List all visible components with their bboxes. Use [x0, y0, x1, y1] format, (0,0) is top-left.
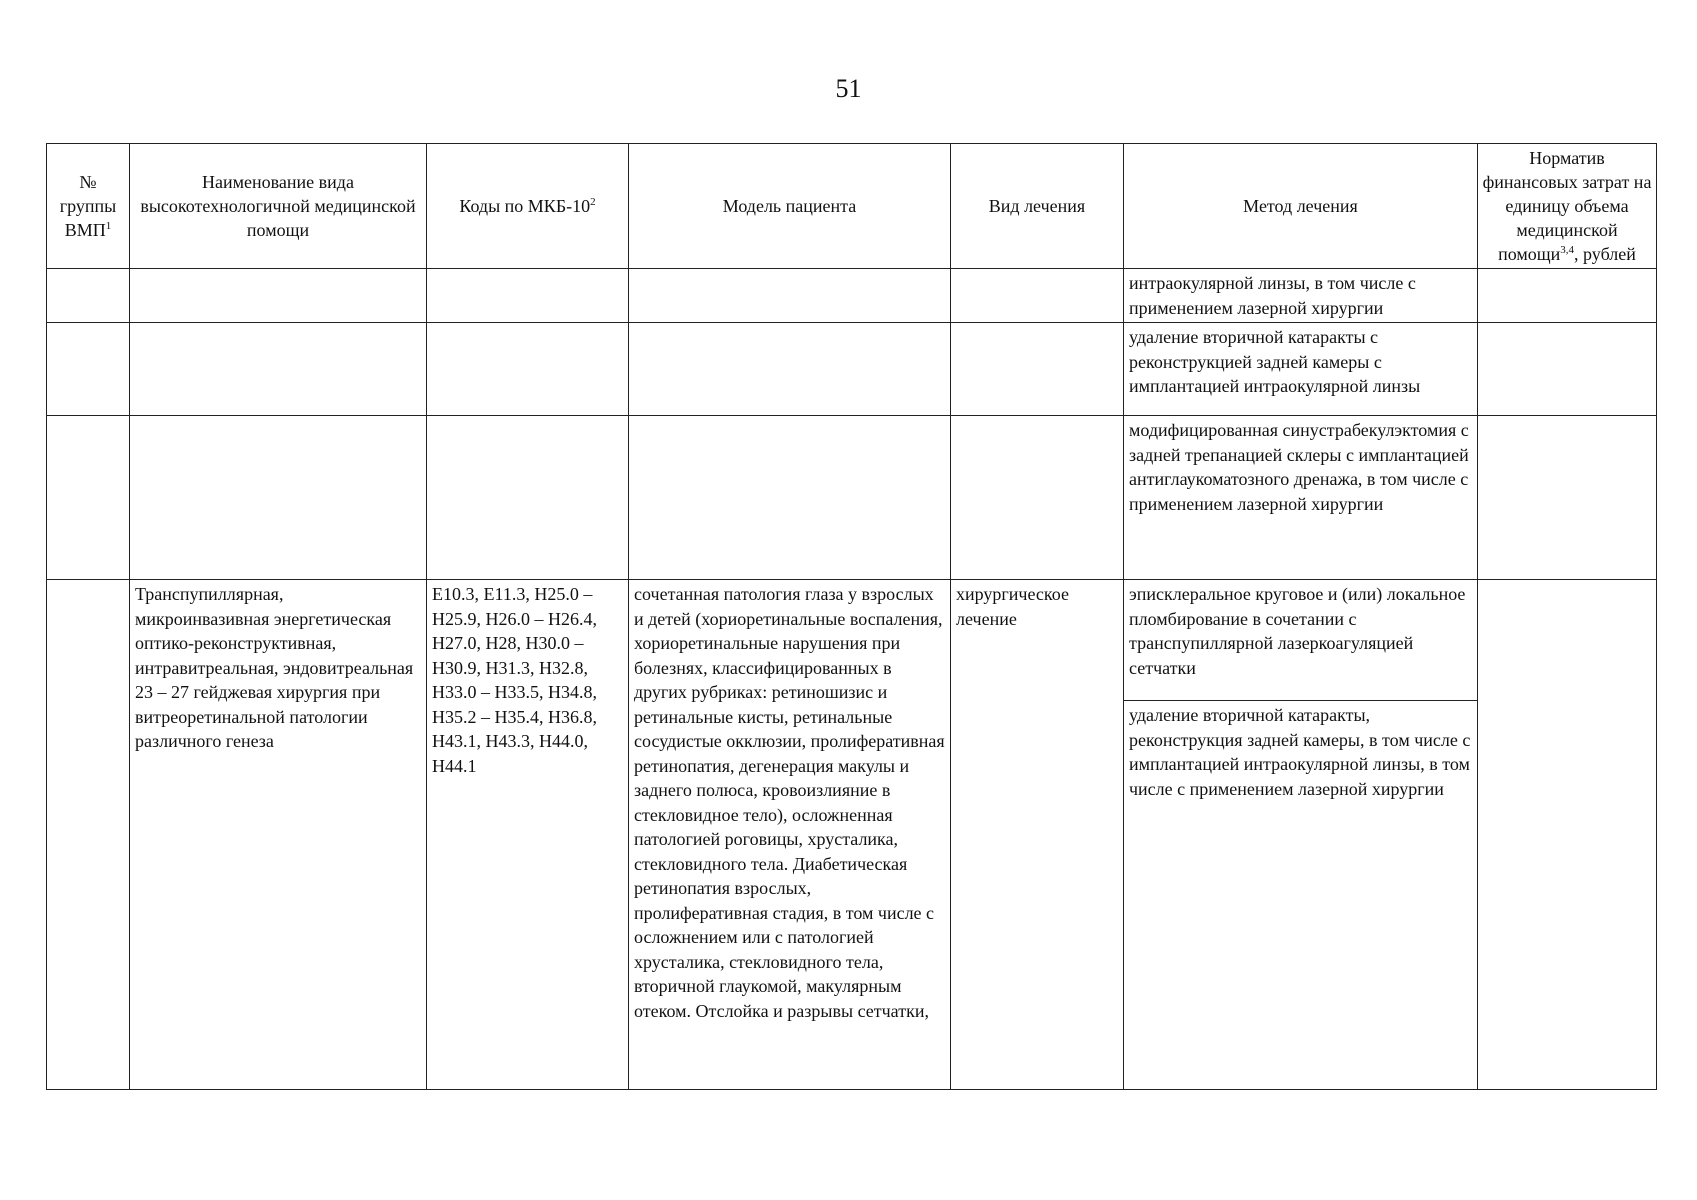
header-icd-codes: Коды по МКБ-$10^2$ — [427, 144, 629, 269]
method-cell: модифицированная синустрабекулэктомия с задней трепанацией склеры с имплантацией антиглаукоматозного дренажа, в том числе с применением лазерной хирургии — [1124, 416, 1478, 580]
page-number: 51 — [835, 74, 862, 103]
header-patient-model: Модель пациента — [629, 144, 951, 269]
table-header-row — [47, 144, 1657, 269]
vmp-table — [46, 143, 1657, 1090]
vmp-name-cell: Транспупиллярная, микроинвазивная энергетическая оптико-реконструктивная, интравитреальная, эндовитреальная 23 – 27 гейджевая хирургия при витреоретинальной патологии различного генеза — [130, 580, 427, 1090]
header-vmp-name: Наименование вида высокотехнологичной медицинской помощи — [130, 144, 427, 269]
header-treatment-method: Метод лечения — [1124, 144, 1478, 269]
header-group-number: № группы ВМП$^1$ — [47, 144, 130, 269]
header-cost-standard: Норматив финансовых затрат на единицу объема медицинской помощи$^{3,4}$, рублей — [1478, 144, 1657, 269]
table-row — [47, 323, 1657, 416]
patient-model-cell: сочетанная патология глаза у взрослых и детей (хориоретинальные воспаления, хориоретинальные нарушения при болезнях, классифицированных в других рубриках: ретиношизис и ретинальные кисты, ретинальные сосудистые окклюзии, пролиферативная ретинопатия, дегенерация макулы и заднего полюса, кровоизлияние в стекловидное тело), осложненная патологией роговицы, хрусталика, стекловидного тела. Диабетическая ретинопатия взрослых, пролиферативная стадия, в том числе с осложнением или с патологией хрусталика, стекловидного тела, вторичной глаукомой, макулярным отеком. Отслойка и разрывы сетчатки, — [629, 580, 951, 1090]
method-cell: интраокулярной линзы, в том числе с применением лазерной хирургии — [1124, 269, 1478, 323]
table-row — [47, 269, 1657, 323]
method-cell: удаление вторичной катаракты, реконструкция задней камеры, в том числе с имплантацией интраокулярной линзы, в том числе с применением лазерной хирургии — [1124, 701, 1478, 1090]
treatment-type-cell: хирургическое лечение — [951, 580, 1124, 1090]
method-cell: удаление вторичной катаракты с реконструкцией задней камеры с имплантацией интраокулярной линзы — [1124, 323, 1478, 416]
icd-codes-cell: E10.3, E11.3, H25.0 – H25.9, H26.0 – H26.4, H27.0, H28, H30.0 – H30.9, H31.3, H32.8, H33.0 – H33.5, H34.8, H35.2 – H35.4, H36.8, H43.1, H43.3, H44.0, H44.1 — [427, 580, 629, 1090]
table-row — [47, 580, 1657, 701]
header-treatment-type: Вид лечения — [951, 144, 1124, 269]
table-row — [47, 416, 1657, 580]
method-cell: эписклеральное круговое и (или) локальное пломбирование в сочетании с транспупиллярной лазеркоагуляцией сетчатки — [1124, 580, 1478, 701]
